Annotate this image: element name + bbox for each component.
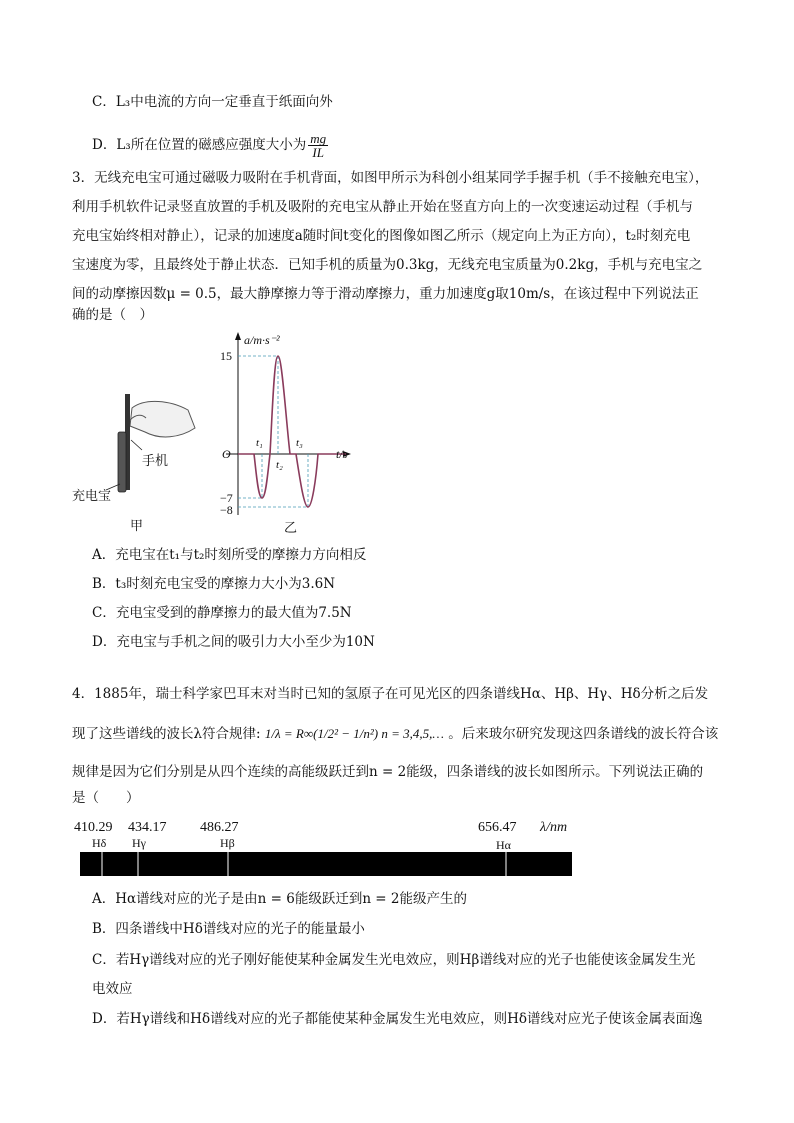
q4-stem-line-4: 是（ ） — [72, 790, 140, 806]
q4-option-b: B．四条谱线中Hδ谱线对应的光子的能量最小 — [92, 921, 365, 937]
figure-jia — [70, 380, 210, 540]
q3-option-c: C．充电宝受到的静摩擦力的最大值为7.5N — [92, 605, 352, 621]
tick-neg7: −7 — [220, 491, 233, 505]
y-axis-label: a/m·s⁻² — [244, 333, 280, 347]
fraction-denominator: IL — [312, 145, 324, 160]
x-axis-label: t/s — [336, 447, 348, 461]
q4-stem-line-2 — [72, 724, 718, 744]
q3-option-a: A．充电宝在t₁与t₂时刻所受的摩擦力方向相反 — [92, 547, 367, 563]
label-h-gamma: Hγ — [132, 836, 146, 850]
t3-label: t₃ — [296, 437, 303, 449]
t2-label: t₂ — [276, 459, 283, 471]
label-h-delta: Hδ — [92, 836, 107, 850]
wavelength-434: 434.17 — [128, 820, 167, 835]
q2-option-d — [92, 132, 330, 159]
spectrum-bar — [80, 852, 572, 876]
origin-label: O — [222, 447, 231, 461]
q3-stem-line-4: 宝速度为零，且最终处于静止状态．已知手机的质量为0.3kg，无线充电宝质量为0.2kg，手机与充电宝之 — [72, 257, 703, 273]
t1-label: t₁ — [256, 437, 263, 449]
label-h-alpha: Hα — [496, 838, 511, 852]
label-phone: 手机 — [142, 454, 169, 469]
q4-option-a: A．Hα谱线对应的光子是由n = 6能级跃迁到n = 2能级产生的 — [92, 891, 467, 907]
q4-option-c-line-2: 电效应 — [92, 981, 133, 997]
q4-line2-prefix: 现了这些谱线的波长λ符合规律: — [72, 726, 261, 742]
caption-jia: 甲 — [130, 519, 144, 534]
fraction-numerator: mg — [310, 131, 327, 146]
y-axis-arrow — [235, 332, 241, 340]
label-power-bank: 充电宝 — [72, 489, 112, 504]
phone-leader-line — [131, 440, 142, 450]
tick-15: 15 — [220, 349, 232, 363]
power-bank-shape — [118, 432, 126, 492]
q3-stem-line-2: 利用手机软件记录竖直放置的手机及吸附的充电宝从静止开始在竖直方向上的一次变速运动过程（手机与 — [72, 199, 693, 215]
q3-stem-line-6: 确的是（ ） — [72, 307, 153, 323]
hand-shape — [130, 401, 195, 437]
q3-option-d: D．充电宝与手机之间的吸引力大小至少为10N — [92, 634, 375, 650]
balmer-formula: 1/λ = R∞(1/2² − 1/n²) n = 3,4,5,… — [264, 726, 444, 741]
wavelength-410: 410.29 — [74, 820, 113, 835]
q4-stem-line-3: 规律是因为它们分别是从四个连续的高能级跃迁到n = 2能级，四条谱线的波长如图所示。下列说法正确的 — [72, 764, 704, 780]
q2-option-d-fraction — [308, 132, 328, 159]
tick-neg8: −8 — [220, 503, 233, 517]
q3-stem-line-5: 间的动摩擦因数μ = 0.5，最大静摩擦力等于滑动摩擦力，重力加速度g取10m/s，在该过程中下列说法正 — [72, 286, 699, 302]
figure-yi-graph — [218, 330, 368, 535]
q3-stem-line-1: 3．无线充电宝可通过磁吸力吸附在手机背面，如图甲所示为科创小组某同学手握手机（手不接触充电宝）， — [72, 170, 709, 186]
q3-option-b: B．t₃时刻充电宝受的摩擦力大小为3.6N — [92, 576, 336, 592]
caption-yi: 乙 — [284, 521, 298, 535]
q2-option-c: C．L₃中电流的方向一定垂直于纸面向外 — [92, 94, 333, 110]
spectrum-figure — [70, 815, 580, 880]
acceleration-curve — [238, 356, 346, 507]
q2-option-d-text: D．L₃所在位置的磁感应强度大小为 — [92, 137, 307, 153]
wavelength-656: 656.47 — [478, 820, 517, 835]
q4-option-c-line-1: C．若Hγ谱线对应的光子刚好能使某种金属发生光电效应，则Hβ谱线对应的光子也能使该金属发生光 — [92, 952, 696, 968]
label-h-beta: Hβ — [220, 836, 235, 850]
q4-stem-line-1: 4．1885年，瑞士科学家巴耳末对当时已知的氢原子在可见光区的四条谱线Hα、Hβ、Hγ、Hδ分析之后发 — [72, 686, 709, 702]
wavelength-486: 486.27 — [200, 820, 239, 835]
q4-option-d: D．若Hγ谱线和Hδ谱线对应的光子都能使某种金属发生光电效应，则Hδ谱线对应光子使该金属表面逸 — [92, 1011, 703, 1027]
q4-line2-suffix: 。后来玻尔研究发现这四条谱线的波长符合该 — [448, 726, 719, 742]
spectrum-unit: λ/nm — [540, 820, 568, 835]
q3-stem-line-3: 充电宝始终相对静止），记录的加速度a随时间t变化的图像如图乙所示（规定向上为正方向），t₂时刻充电 — [72, 228, 691, 244]
